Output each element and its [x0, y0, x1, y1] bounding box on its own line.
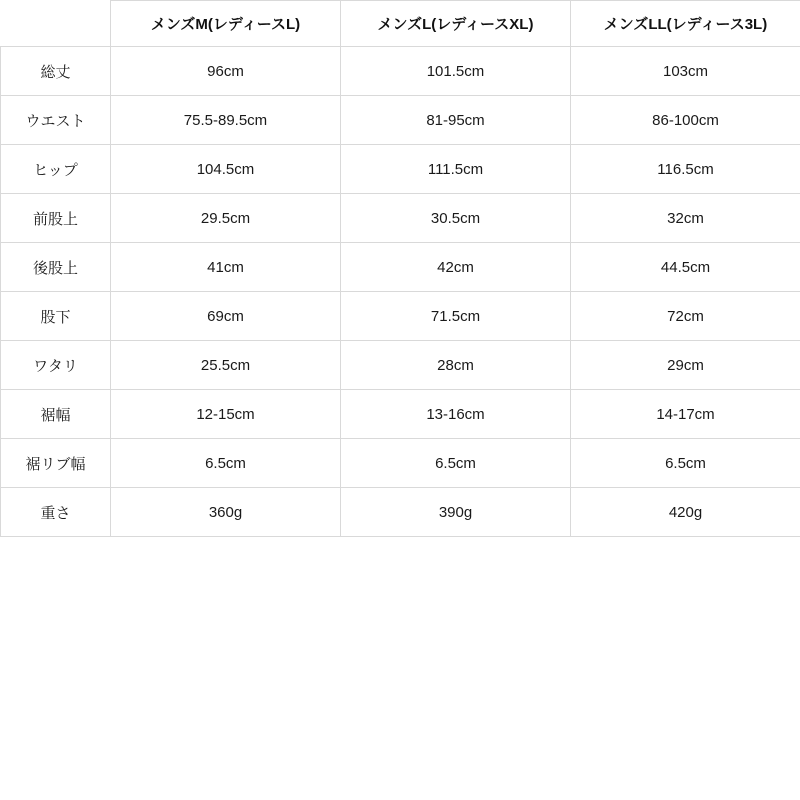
row-label: 重さ — [1, 488, 111, 537]
table-row — [1, 439, 800, 488]
header-row — [1, 1, 800, 47]
table-cell: 44.5cm — [571, 243, 800, 292]
table-cell: 6.5cm — [341, 439, 571, 488]
table-row — [1, 243, 800, 292]
table-row — [1, 390, 800, 439]
row-label: ウエスト — [1, 96, 111, 145]
table-row — [1, 292, 800, 341]
row-label: 総丈 — [1, 47, 111, 96]
table-cell: 390g — [341, 488, 571, 537]
table-cell: 29.5cm — [111, 194, 341, 243]
column-header-mens-ll: メンズLL(レディース3L) — [571, 1, 800, 47]
table-row — [1, 341, 800, 390]
row-label: 裾リブ幅 — [1, 439, 111, 488]
column-header-mens-l: メンズL(レディースXL) — [341, 1, 571, 47]
table-cell: 81-95cm — [341, 96, 571, 145]
table-cell: 25.5cm — [111, 341, 341, 390]
row-label: 後股上 — [1, 243, 111, 292]
table-row — [1, 488, 800, 537]
table-cell: 13-16cm — [341, 390, 571, 439]
table-header — [1, 1, 800, 47]
table-cell: 72cm — [571, 292, 800, 341]
table-cell: 86-100cm — [571, 96, 800, 145]
table-row — [1, 47, 800, 96]
table-cell: 71.5cm — [341, 292, 571, 341]
table-cell: 360g — [111, 488, 341, 537]
table-cell: 32cm — [571, 194, 800, 243]
row-label: ワタリ — [1, 341, 111, 390]
table-cell: 6.5cm — [111, 439, 341, 488]
table-cell: 111.5cm — [341, 145, 571, 194]
table-cell: 103cm — [571, 47, 800, 96]
table-cell: 101.5cm — [341, 47, 571, 96]
table-cell: 6.5cm — [571, 439, 800, 488]
table-corner-cell — [1, 1, 111, 47]
table-cell: 420g — [571, 488, 800, 537]
table-cell: 29cm — [571, 341, 800, 390]
table-cell: 41cm — [111, 243, 341, 292]
table-row — [1, 96, 800, 145]
row-label: 股下 — [1, 292, 111, 341]
table-cell: 96cm — [111, 47, 341, 96]
table-cell: 75.5-89.5cm — [111, 96, 341, 145]
table-row — [1, 145, 800, 194]
row-label: 裾幅 — [1, 390, 111, 439]
table-cell: 14-17cm — [571, 390, 800, 439]
table-cell: 30.5cm — [341, 194, 571, 243]
table-cell: 69cm — [111, 292, 341, 341]
table-cell: 12-15cm — [111, 390, 341, 439]
bottom-whitespace — [0, 537, 800, 797]
table-row — [1, 194, 800, 243]
table-cell: 104.5cm — [111, 145, 341, 194]
column-header-mens-m: メンズM(レディースL) — [111, 1, 341, 47]
row-label: 前股上 — [1, 194, 111, 243]
table-cell: 28cm — [341, 341, 571, 390]
table-cell: 116.5cm — [571, 145, 800, 194]
table-cell: 42cm — [341, 243, 571, 292]
row-label: ヒップ — [1, 145, 111, 194]
table-body — [1, 47, 800, 537]
